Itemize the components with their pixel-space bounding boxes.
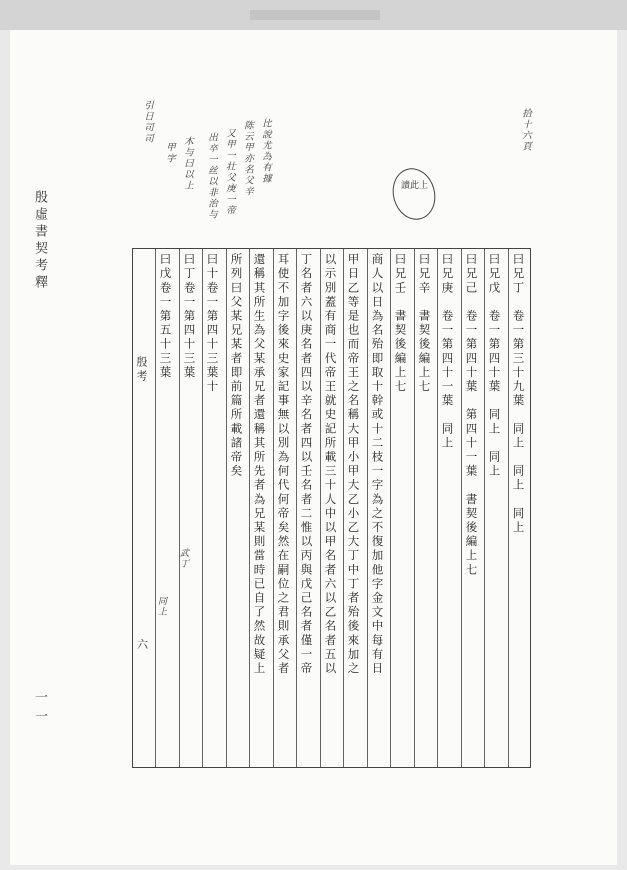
column-rule <box>414 249 415 767</box>
text-column-9: 以示別蓋有商一代帝王就史記所載三十人中以甲名者六以乙名者五以 <box>323 253 338 676</box>
margin-label: 殷考 <box>135 356 148 384</box>
text-column-12: 還稱其所生為父某承兄者還稱其所先者為兄某則當時已自了然故疑上 <box>252 253 267 676</box>
text-column-13: 所列曰父某兄某者即前篇所載諸帝矣 <box>229 253 244 479</box>
page-number: 一一 <box>32 690 47 728</box>
left-note-4: 出卒一丝以非治与 <box>206 132 217 220</box>
text-column-11: 耳使不加字後來史家記事無以別為何代何帝矣然在嗣位之君則承父者 <box>276 253 291 676</box>
column-rule <box>484 249 485 767</box>
text-column-15: 曰丁卷一第四十三葉 <box>182 253 197 380</box>
column-rule <box>343 249 344 767</box>
column-rule <box>437 249 438 767</box>
text-column-3: 曰兄己 卷一第四十葉 第四十一葉 書契後編上七 <box>464 253 479 578</box>
left-note-6: 甲字 <box>164 142 175 164</box>
scanner-artifact <box>250 10 380 20</box>
bottom-note-2: 同上 <box>156 596 166 617</box>
text-column-10: 丁名者六以庚名者四以辛名者四以壬名者二惟以丙與戊己名者僅一帝 <box>299 253 314 676</box>
column-rule <box>461 249 462 767</box>
column-rule <box>155 249 156 767</box>
text-column-5: 曰兄辛 書契後編上七 <box>417 253 432 394</box>
text-column-7: 商人以日為名殆即取十幹或十二枝一字為之不復加他字金文中每有日 <box>370 253 385 676</box>
circled-annotation: 讀此上 <box>401 181 429 191</box>
column-rule <box>249 249 250 767</box>
left-note-3: 又甲一壮父庚一帝 <box>224 128 235 216</box>
left-note-1: 比說尤為有據 <box>260 118 271 184</box>
column-rule <box>390 249 391 767</box>
column-rule <box>367 249 368 767</box>
left-note-7: 引日司司 <box>142 100 153 144</box>
column-rule <box>508 249 509 767</box>
text-column-8: 甲日乙等是也而帝王之名稱大甲小甲大乙小乙大丁中丁者殆後來加之 <box>346 253 361 676</box>
text-column-2: 曰兄戊 卷一第四十葉 同上 同上 <box>487 253 502 479</box>
text-column-16: 曰戊卷一第五十三葉 <box>158 253 173 380</box>
column-rule <box>179 249 180 767</box>
column-rule <box>296 249 297 767</box>
text-column-14: 曰十卷一第四十三葉十 <box>205 253 220 394</box>
book-title: 殷虛書契考釋 <box>32 190 47 292</box>
left-note-2: 陈云甲亦名父辛 <box>242 120 253 197</box>
column-rule <box>226 249 227 767</box>
left-note-5: 木与曰以上 <box>182 136 193 191</box>
text-column-6: 曰兄壬 書契後編上七 <box>393 253 408 394</box>
bottom-note-1: 武丁 <box>178 548 188 569</box>
column-rule <box>273 249 274 767</box>
text-column-1: 曰兄丁 卷一第三十九葉 同上 同上 同上 <box>511 253 526 535</box>
top-right-annotation: 拾十六頁 <box>520 108 531 152</box>
column-rule <box>320 249 321 767</box>
text-column-4: 曰兄庚 卷一第四十一葉 同上 <box>440 253 455 451</box>
manuscript-grid <box>132 248 531 768</box>
column-rule <box>202 249 203 767</box>
scanner-top-band <box>0 0 627 30</box>
page-mark: 六 <box>137 638 148 651</box>
